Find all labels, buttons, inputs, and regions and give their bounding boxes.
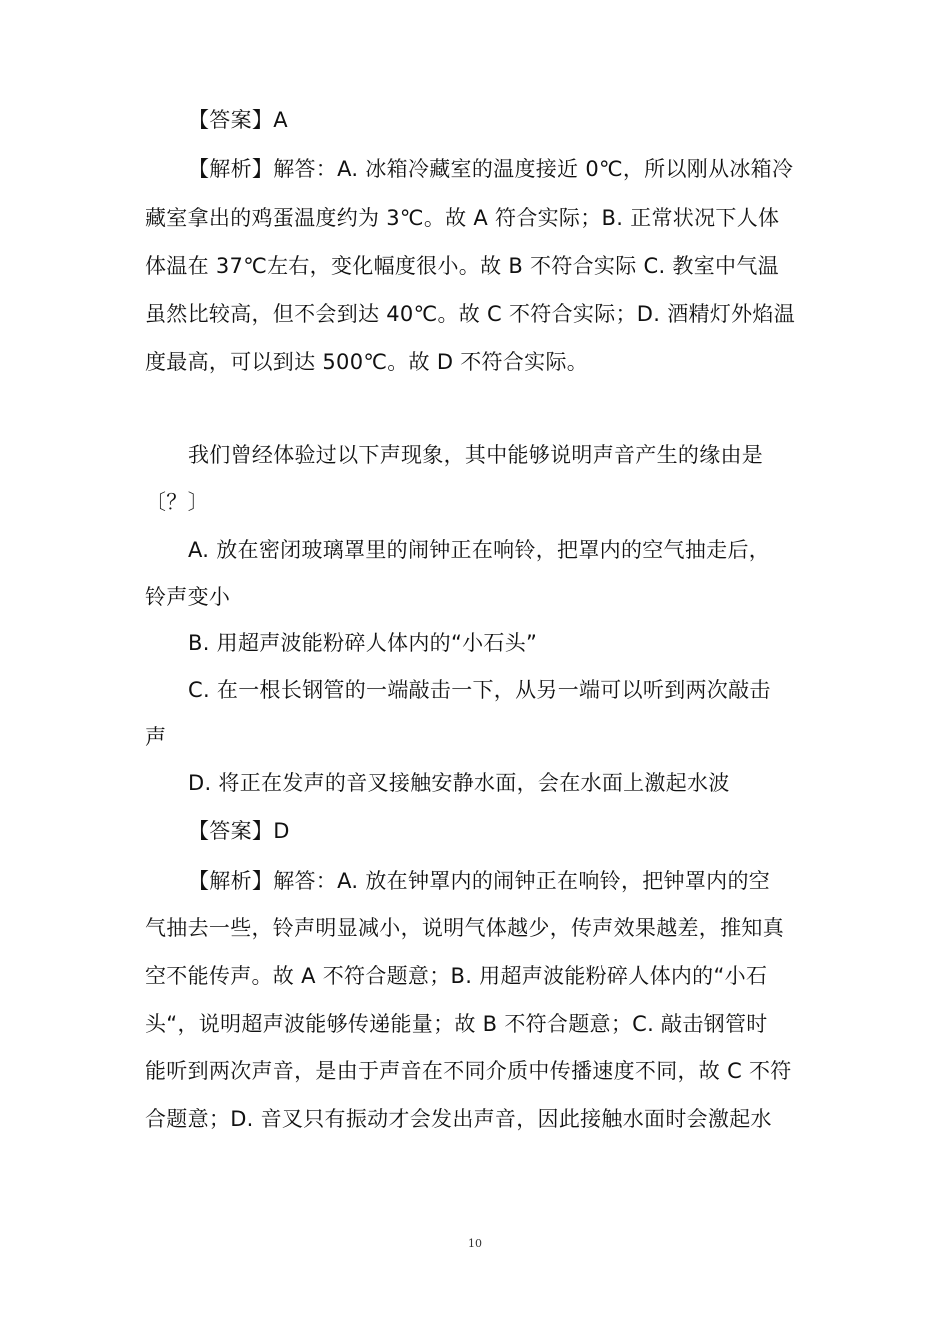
analysis-line: 度最高，可以到达 500℃。故 D 不符合实际。 <box>145 350 589 374</box>
option-c-continued: 声 <box>145 725 167 749</box>
analysis-line: 【解析】解答：A. 冰箱冷藏室的温度接近 0℃，所以刚从冰箱冷 <box>188 157 794 181</box>
analysis-line: 能听到两次声音，是由于声音在不同介质中传播速度不同，故 C 不符 <box>145 1059 792 1083</box>
analysis-line: 空不能传声。故 A 不符合题意；B. 用超声波能粉碎人体内的“小石 <box>145 964 768 988</box>
option-b: B. 用超声波能粉碎人体内的“小石头” <box>188 631 538 655</box>
answer-label: 【答案】D <box>188 819 290 843</box>
page-number: 10 <box>468 1237 482 1250</box>
analysis-line: 头“，说明超声波能够传递能量；故 B 不符合题意；C. 敲击钢管时 <box>145 1012 768 1036</box>
question-stem-bracket: 〔？〕 <box>145 490 209 514</box>
answer-label: 【答案】A <box>188 108 288 132</box>
analysis-line: 【解析】解答：A. 放在钟罩内的闹钟正在响铃，把钟罩内的空 <box>188 869 771 893</box>
option-d: D. 将正在发声的音叉接触安静水面，会在水面上激起水波 <box>188 771 730 795</box>
analysis-line: 藏室拿出的鸡蛋温度约为 3℃。故 A 符合实际；B. 正常状况下人体 <box>145 206 780 230</box>
option-a-continued: 铃声变小 <box>145 585 231 609</box>
analysis-line: 虽然比较高，但不会到达 40℃。故 C 不符合实际；D. 酒精灯外焰温 <box>145 302 796 326</box>
option-a: A. 放在密闭玻璃罩里的闹钟正在响铃，把罩内的空气抽走后， <box>188 538 771 562</box>
option-c: C. 在一根长钢管的一端敲击一下，从另一端可以听到两次敲击 <box>188 678 771 702</box>
question-stem: 我们曾经体验过以下声现象，其中能够说明声音产生的缘由是 <box>188 443 764 467</box>
analysis-line: 体温在 37℃左右，变化幅度很小。故 B 不符合实际 C. 教室中气温 <box>145 254 779 278</box>
analysis-line: 气抽去一些，铃声明显减小，说明气体越少，传声效果越差，推知真 <box>145 916 784 940</box>
analysis-line: 合题意；D. 音叉只有振动才会发出声音，因此接触水面时会激起水 <box>145 1107 772 1131</box>
